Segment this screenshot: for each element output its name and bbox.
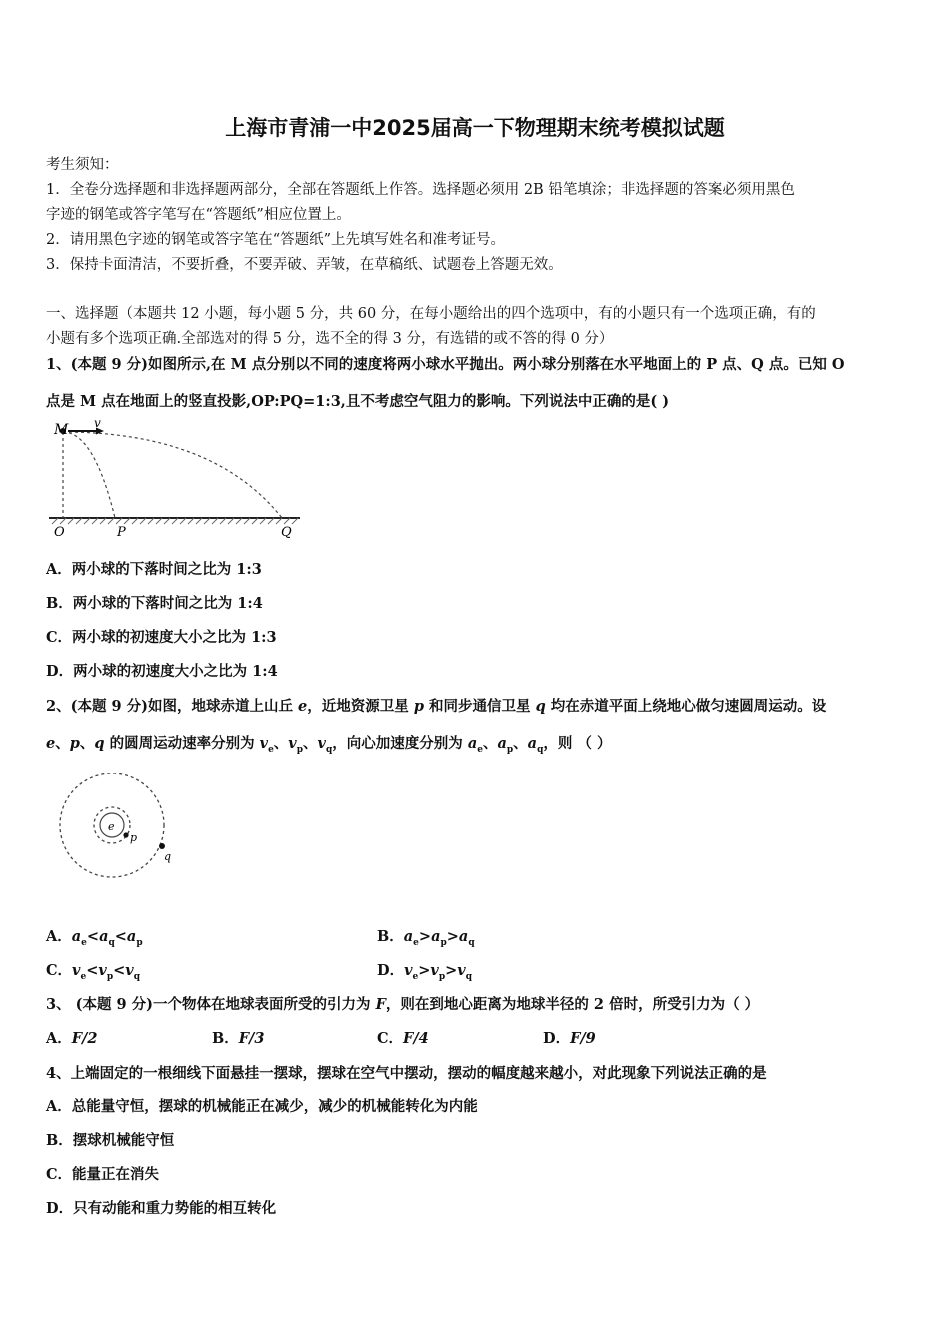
q4-stem: 4、上端固定的一根细线下面悬挂一摆球，摆球在空气中摆动，摆动的幅度越来越小，对此现象下列说法正确的是 [46,1065,767,1082]
section-1-line-2: 小题有多个选项正确.全部选对的得 5 分，选不全的得 3 分，有选错的或不答的得 0 分） [46,331,614,347]
q2-option-b[interactable]: B．$a_e>a_p>a_q$ [377,928,475,948]
q1-option-c[interactable]: C．两小球的初速度大小之比为 1:3 [46,629,277,646]
q3-option-c[interactable]: C．F/4 [377,1030,429,1047]
trajectory-to-p [63,432,115,518]
section-1-line-1: 一、选择题（本题共 12 小题，每小题 5 分，共 60 分，在每小题给出的四个选项中，有的小题只有一个选项正确，有的 [46,306,816,322]
q4-option-b[interactable]: B．摆球机械能守恒 [46,1132,175,1149]
q2-stem-line-1: 2、(本题 9 分)如图，地球赤道上山丘 e，近地资源卫星 p 和同步通信卫星 q 均在赤道平面上绕地心做匀速圆周运动。设 [46,698,827,715]
label-q: q [164,850,172,863]
q1-stem-line-2: 点是 M 点在地面上的竖直投影,OP:PQ=1:3,且不考虑空气阻力的影响。下列说法中正确的是( ) [46,393,670,410]
satellite-p-dot [123,832,128,837]
q1-option-d[interactable]: D．两小球的初速度大小之比为 1:4 [46,663,278,680]
trajectory-to-q [63,432,282,518]
notice-line-1a: 1．全卷分选择题和非选择题两部分，全部在答题纸上作答。选择题必须用 2B 铅笔填涂；非选择题的答案必须用黑色 [46,182,795,198]
q2-orbit-figure [52,773,182,885]
label-v: v [94,418,101,430]
q3-stem: 3、 (本题 9 分)一个物体在地球表面所受的引力为 F，则在到地心距离为地球半径的 2 倍时，所受引力为（ ） [46,996,760,1013]
label-m: M [54,422,69,438]
q1-stem-line-1: 1、(本题 9 分)如图所示,在 M 点分别以不同的速度将两小球水平抛出。两小球分别落在水平地面上的 P 点、Q 点。已知 O [46,356,845,373]
satellite-q-dot [159,843,165,849]
label-p: P [117,525,126,540]
q2-stem-line-2: e、p、q 的圆周运动速率分别为 $v_e$、$v_p$、$v_q$，向心加速度分别为 $a_e$、$a_p$、$a_q$，则 （ ） [46,735,612,755]
notice-line-1b: 字迹的钢笔或答字笔写在“答题纸”相应位置上。 [46,207,351,223]
q3-option-a[interactable]: A．F/2 [46,1030,98,1047]
q1-option-b[interactable]: B．两小球的下落时间之比为 1:4 [46,595,263,612]
q4-option-c[interactable]: C．能量正在消失 [46,1166,160,1183]
notice-heading: 考生须知： [46,157,119,173]
label-q: Q [281,525,292,540]
notice-line-2: 2．请用黑色字迹的钢笔或答字笔在“答题纸”上先填写姓名和准考证号。 [46,232,506,248]
notice-line-3: 3．保持卡面清洁，不要折叠，不要弄破、弄皱，在草稿纸、试题卷上答题无效。 [46,257,563,273]
label-o: O [54,525,65,540]
q1-projectile-figure [44,418,306,544]
q2-option-c[interactable]: C．$v_e<v_p<v_q$ [46,962,140,982]
q2-option-d[interactable]: D．$v_e>v_p>v_q$ [377,962,473,982]
q4-option-a[interactable]: A．总能量守恒，摆球的机械能正在减少，减少的机械能转化为内能 [46,1098,478,1115]
label-e: e [108,820,115,833]
page-title: 上海市青浦一中2025届高一下物理期末统考模拟试题 [225,116,725,140]
q4-option-d[interactable]: D．只有动能和重力势能的相互转化 [46,1200,277,1217]
label-p: p [130,831,138,844]
q3-option-b[interactable]: B．F/3 [212,1030,265,1047]
q3-option-d[interactable]: D．F/9 [543,1030,596,1047]
q2-option-a[interactable]: A．$a_e<a_q<a_p$ [46,928,143,948]
q1-option-a[interactable]: A．两小球的下落时间之比为 1:3 [46,561,262,578]
